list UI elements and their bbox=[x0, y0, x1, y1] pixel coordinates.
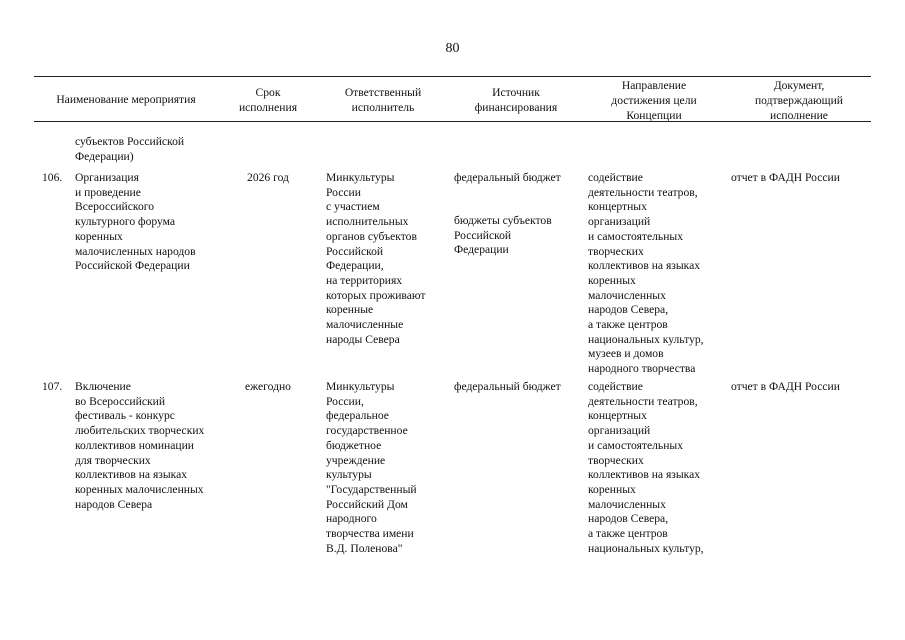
header-responsible: Ответственный исполнитель bbox=[344, 86, 422, 114]
row-source: федеральный бюджет bbox=[454, 380, 561, 393]
header-document: Документ, подтверждающий исполнение bbox=[754, 79, 844, 122]
continuation-name: субъектов Российской Федерации) bbox=[75, 135, 185, 163]
header-source: Источник финансирования bbox=[474, 86, 558, 114]
row-term: 2026 год bbox=[247, 171, 289, 184]
row-name: Включение во Всероссийский фестиваль - конкурс любительских творческих коллективов номинации для творческих коллективов на языках коренных малочисленных народов Севера bbox=[75, 380, 205, 511]
header-direction: Направление достижения цели Концепции bbox=[611, 79, 697, 122]
page-number: 80 bbox=[445, 41, 460, 56]
row-direction: содействие деятельности театров, концертных организаций и самостоятельных творческих коллективов на языках коренных малочисленных народов Севера, а также центров национальных культур, bbox=[588, 380, 704, 555]
table-header-rule bbox=[34, 121, 871, 122]
row-name: Организация и проведение Всероссийского культурного форума коренных малочисленных народов Российской Федерации bbox=[75, 171, 196, 273]
row-source: федеральный бюджет bbox=[454, 171, 561, 184]
row-source-secondary: бюджеты субъектов Российской Федерации bbox=[454, 214, 552, 257]
header-term: Срок исполнения bbox=[238, 86, 298, 114]
row-number: 107. bbox=[42, 380, 63, 393]
row-responsible: Минкультуры России с участием исполнительных органов субъектов Российской Федерации, на территориях которых проживают коренные малочисленные народы Севера bbox=[326, 171, 426, 346]
row-document: отчет в ФАДН России bbox=[731, 171, 840, 184]
header-name: Наименование мероприятия bbox=[56, 93, 196, 106]
row-document: отчет в ФАДН России bbox=[731, 380, 840, 393]
row-term: ежегодно bbox=[245, 380, 291, 393]
row-direction: содействие деятельности театров, концертных организаций и самостоятельных творческих коллективов на языках коренных малочисленных народов Севера, а также центров национальных культур, музеев и домов народного творчества bbox=[588, 171, 704, 376]
table-top-rule bbox=[34, 76, 871, 77]
row-responsible: Минкультуры России, федеральное государственное бюджетное учреждение культуры "Государственный Российский Дом народного творчества имени В.Д. Поленова" bbox=[326, 380, 417, 555]
row-number: 106. bbox=[42, 171, 63, 184]
